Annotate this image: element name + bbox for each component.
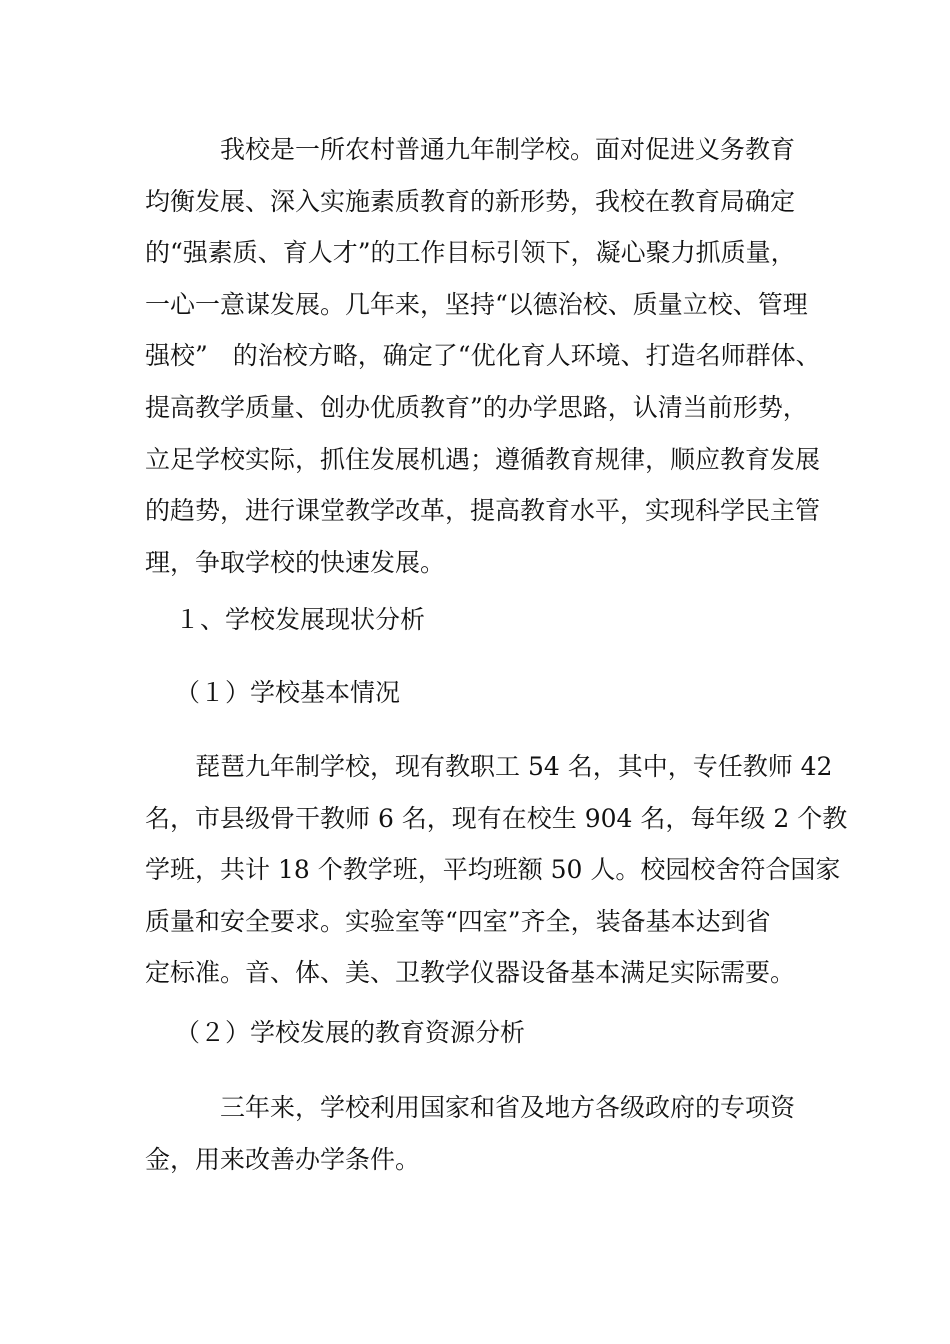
paragraph-resources (145, 1082, 815, 1185)
text-line: 的“强素质、育人才”的工作目标引领下，凝心聚力抓质量， (145, 238, 796, 268)
text-line: 一心一意谋发展。几年来，坚持“以德治校、质量立校、管理 (145, 289, 808, 319)
text-line: 琵琶九年制学校，现有教职工 54 名，其中，专任教师 42 (195, 752, 833, 781)
subsection-heading: （２）学校发展的教育资源分析 (175, 1018, 526, 1047)
text-line: 三年来，学校利用国家和省及地方各级政府的专项资 (220, 1093, 796, 1122)
text-line: 提高教学质量、创办优质教育”的办学思路，认清当前形势， (145, 392, 808, 422)
text-line: 名，市县级骨干教师 6 名，现有在校生 904 名，每年级 2 个教 (145, 803, 848, 833)
text-line: 金，用来改善办学条件。 (145, 1144, 421, 1174)
text-line: 强校” 的治校方略，确定了“优化育人环境、打造名师群体、 (145, 341, 821, 371)
paragraph-intro (145, 124, 821, 588)
text-line: 质量和安全要求。实验室等“四室”齐全，装备基本达到省 (145, 906, 771, 936)
paragraph-basic-info (145, 741, 848, 999)
text-line: 学班，共计 18 个教学班，平均班额 50 人。校园校舍符合国家 (145, 855, 841, 885)
text-line: 的趋势，进行课堂教学改革，提高教育水平，实现科学民主管 (145, 496, 821, 526)
text-line: 均衡发展、深入实施素质教育的新形势，我校在教育局确定 (145, 186, 796, 216)
text-line: 定标准。音、体、美、卫教学仪器设备基本满足实际需要。 (145, 958, 796, 988)
subsection-heading: （１）学校基本情况 (175, 678, 401, 707)
text-line: 我校是一所农村普通九年制学校。面对促进义务教育 (220, 135, 796, 164)
text-line: 理，争取学校的快速发展。 (145, 547, 446, 577)
text-line: 立足学校实际，抓住发展机遇；遵循教育规律，顺应教育发展 (145, 444, 821, 474)
section-heading: １、学校发展现状分析 (175, 605, 426, 634)
